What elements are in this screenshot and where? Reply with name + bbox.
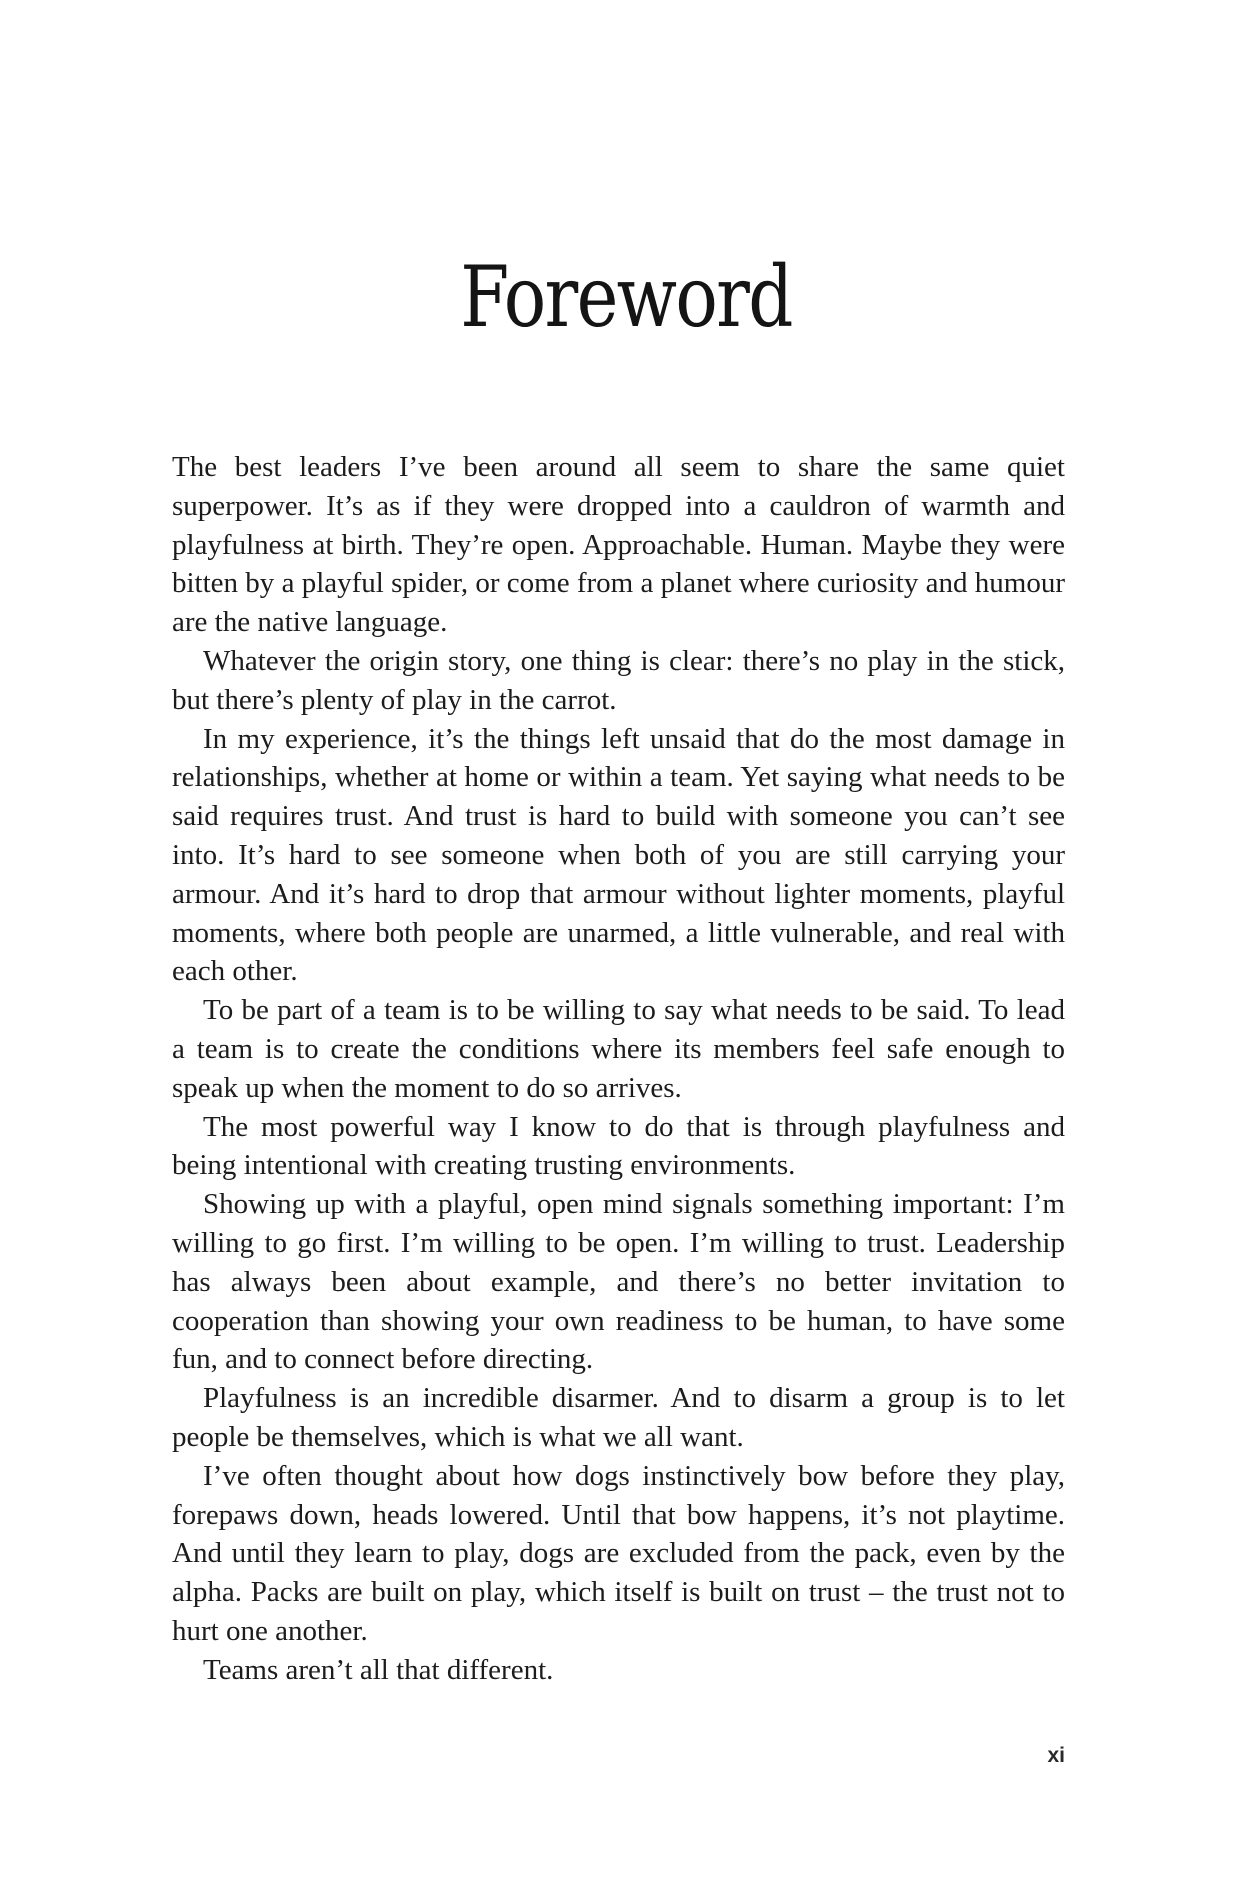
paragraph: Whatever the origin story, one thing is clear: there’s no play in the stick, but there’s plenty of play in the carrot. xyxy=(172,644,1065,716)
paragraph: Showing up with a playful, open mind signals something important: I’m willing to go first. I’m willing to be open. I’m willing to trust. Leadership has always been about example, and there’s no better invitation to cooperation than showing your own readiness to be human, to have some fun, and to connect before directing. xyxy=(172,1188,1065,1376)
paragraph: Teams aren’t all that different. xyxy=(203,1653,554,1686)
chapter-title: Foreword xyxy=(460,248,792,346)
body-text xyxy=(172,448,1065,1690)
paragraph: I’ve often thought about how dogs instinctively bow before they play, forepaws down, heads lowered. Until that bow happens, it’s not playtime. And until they learn to play, dogs are excluded from the pack, even by the alpha. Packs are built on play, which itself is built on trust – the trust not to hurt one another. xyxy=(172,1459,1065,1647)
paragraph: The most powerful way I know to do that is through playfulness and being intentional with creating trusting environments. xyxy=(172,1110,1065,1182)
page-number: xi xyxy=(1047,1744,1065,1767)
paragraph: To be part of a team is to be willing to say what needs to be said. To lead a team is to create the conditions where its members feel safe enough to speak up when the moment to do so arrives. xyxy=(172,994,1065,1104)
paragraph: The best leaders I’ve been around all seem to share the same quiet superpower. It’s as if they were dropped into a cauldron of warmth and playfulness at birth. They’re open. Approachable. Human. Maybe they were bitten by a playful spider, or come from a planet where curiosity and humour are the native language. xyxy=(172,451,1065,639)
paragraph: In my experience, it’s the things left unsaid that do the most damage in relationships, whether at home or within a team. Yet saying what needs to be said requires trust. And trust is hard to build with someone you can’t see into. It’s hard to see someone when both of you are still carrying your armour. And it’s hard to drop that armour without lighter moments, playful moments, where both people are unarmed, a little vulnerable, and real with each other. xyxy=(172,722,1065,988)
paragraph: Playfulness is an incredible disarmer. And to disarm a group is to let people be themselves, which is what we all want. xyxy=(172,1382,1065,1453)
